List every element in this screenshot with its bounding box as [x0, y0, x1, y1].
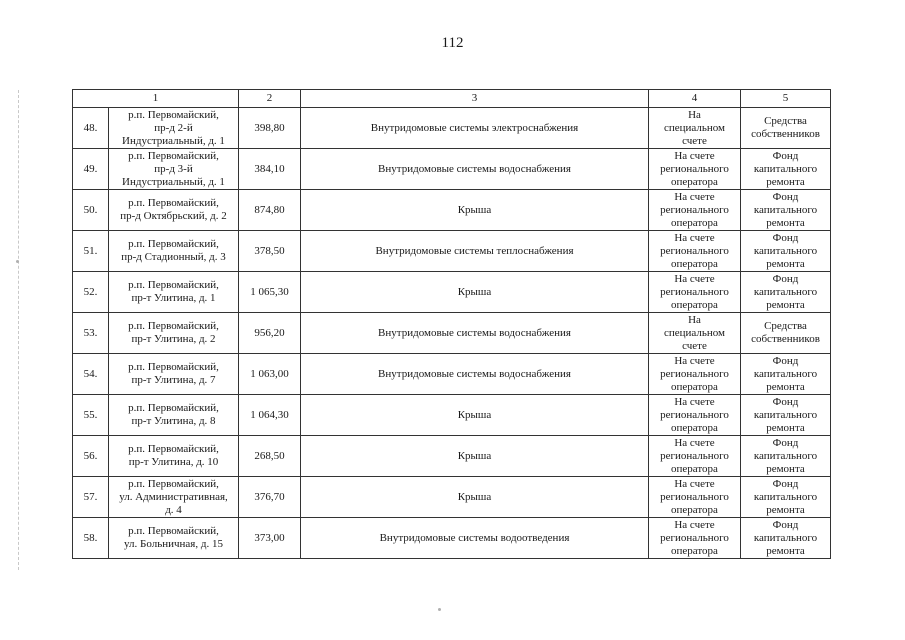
area-cell: 874,80: [239, 190, 301, 231]
table-row: [73, 477, 831, 518]
funding-line: Фонд: [772, 272, 799, 285]
address-cell: [109, 395, 239, 436]
address-cell: [109, 190, 239, 231]
scan-speck: [438, 608, 441, 611]
funding-source-cell: [741, 108, 831, 149]
address-line: пр-т Улитина, д. 10: [128, 456, 219, 468]
work-type-cell: Крыша: [301, 436, 649, 477]
scan-edge-line: [18, 90, 19, 570]
account-cell: [649, 395, 741, 436]
funding-line: капитального: [753, 408, 818, 421]
address-line: ул. Больничная, д. 15: [124, 538, 223, 550]
address-line: пр-т Улитина, д. 2: [131, 333, 216, 345]
work-type-cell: Крыша: [301, 395, 649, 436]
address-line: пр-т Улитина, д. 7: [131, 374, 216, 386]
area-cell: 268,50: [239, 436, 301, 477]
funding-source-cell: [741, 231, 831, 272]
funding-line: Фонд: [772, 149, 799, 162]
area-cell: 376,70: [239, 477, 301, 518]
funding-line: ремонта: [766, 257, 805, 270]
account-line: На счете: [674, 149, 715, 162]
address-cell: [109, 354, 239, 395]
account-line: регионального: [660, 408, 729, 421]
table-row: [73, 272, 831, 313]
row-number: 54.: [73, 354, 109, 395]
account-line: оператора: [671, 298, 718, 311]
address-line: р.п. Первомайский,: [128, 108, 219, 121]
work-type-cell: Внутридомовые системы водоотведения: [301, 518, 649, 559]
address-cell: [109, 477, 239, 518]
table-header-row: [73, 90, 831, 108]
account-cell: [649, 190, 741, 231]
row-number: 53.: [73, 313, 109, 354]
account-line: счете: [682, 134, 707, 147]
work-type-cell: Крыша: [301, 190, 649, 231]
account-line: На счете: [674, 272, 715, 285]
area-cell: 398,80: [239, 108, 301, 149]
account-line: На: [688, 313, 701, 326]
account-line: регионального: [660, 367, 729, 380]
account-line: На счете: [674, 190, 715, 203]
account-cell: [649, 108, 741, 149]
address-cell: [109, 518, 239, 559]
funding-line: капитального: [753, 203, 818, 216]
funding-line: ремонта: [766, 462, 805, 475]
header-cell-2: 2: [239, 90, 301, 108]
work-type-cell: Внутридомовые системы электроснабжения: [301, 108, 649, 149]
account-line: оператора: [671, 216, 718, 229]
funding-line: ремонта: [766, 421, 805, 434]
funding-source-cell: [741, 477, 831, 518]
account-line: специальном: [663, 121, 726, 134]
funding-line: ремонта: [766, 503, 805, 516]
address-cell: [109, 149, 239, 190]
account-line: На: [688, 108, 701, 121]
account-line: регионального: [660, 285, 729, 298]
area-cell: 384,10: [239, 149, 301, 190]
funding-line: Фонд: [772, 395, 799, 408]
address-cell: [109, 436, 239, 477]
row-number: 52.: [73, 272, 109, 313]
funding-line: собственников: [751, 128, 820, 140]
funding-line: Средства: [764, 320, 807, 332]
funding-line: капитального: [753, 531, 818, 544]
table-row: [73, 231, 831, 272]
address-cell: [109, 272, 239, 313]
account-cell: [649, 313, 741, 354]
account-line: регионального: [660, 531, 729, 544]
address-line: р.п. Первомайский,: [128, 320, 219, 332]
address-line: пр-д 3-й: [154, 162, 193, 175]
account-cell: [649, 354, 741, 395]
page-number: 112: [441, 35, 464, 51]
address-cell: [109, 108, 239, 149]
funding-line: капитального: [753, 490, 818, 503]
account-line: регионального: [660, 203, 729, 216]
account-cell: [649, 272, 741, 313]
area-cell: 1 064,30: [239, 395, 301, 436]
account-line: На счете: [674, 436, 715, 449]
funding-line: ремонта: [766, 216, 805, 229]
row-number: 58.: [73, 518, 109, 559]
address-line: пр-д Октябрьский, д. 2: [120, 210, 227, 222]
header-cell-1: 1: [73, 90, 239, 108]
table-row: [73, 436, 831, 477]
address-line: р.п. Первомайский,: [128, 149, 219, 162]
row-number: 56.: [73, 436, 109, 477]
account-line: оператора: [671, 175, 718, 188]
address-cell: [109, 313, 239, 354]
funding-source-cell: [741, 313, 831, 354]
account-line: На счете: [674, 231, 715, 244]
account-line: счете: [682, 339, 707, 352]
area-cell: 373,00: [239, 518, 301, 559]
funding-line: Фонд: [772, 231, 799, 244]
funding-line: Фонд: [772, 436, 799, 449]
account-line: оператора: [671, 462, 718, 475]
account-line: На счете: [674, 354, 715, 367]
account-line: оператора: [671, 257, 718, 270]
row-number: 49.: [73, 149, 109, 190]
funding-source-cell: [741, 149, 831, 190]
work-type-cell: Внутридомовые системы водоснабжения: [301, 354, 649, 395]
work-type-cell: Внутридомовые системы теплоснабжения: [301, 231, 649, 272]
address-line: р.п. Первомайский,: [128, 197, 219, 209]
account-cell: [649, 477, 741, 518]
funding-source-cell: [741, 272, 831, 313]
funding-source-cell: [741, 354, 831, 395]
address-line: Индустриальный, д. 1: [122, 175, 225, 188]
table-row: [73, 395, 831, 436]
address-line: р.п. Первомайский,: [128, 477, 219, 490]
funding-line: капитального: [753, 162, 818, 175]
account-line: оператора: [671, 503, 718, 516]
address-line: р.п. Первомайский,: [128, 361, 219, 373]
table-row: [73, 149, 831, 190]
area-cell: 378,50: [239, 231, 301, 272]
funding-line: собственников: [751, 333, 820, 345]
account-line: регионального: [660, 162, 729, 175]
address-cell: [109, 231, 239, 272]
account-line: специальном: [663, 326, 726, 339]
funding-source-cell: [741, 395, 831, 436]
table-row: [73, 108, 831, 149]
address-line: ул. Административная,: [119, 490, 228, 503]
area-cell: 956,20: [239, 313, 301, 354]
header-cell-3: 3: [301, 90, 649, 108]
work-type-cell: Внутридомовые системы водоснабжения: [301, 313, 649, 354]
funding-source-cell: [741, 436, 831, 477]
work-type-cell: Крыша: [301, 477, 649, 518]
header-cell-4: 4: [649, 90, 741, 108]
row-number: 51.: [73, 231, 109, 272]
row-number: 55.: [73, 395, 109, 436]
funding-line: ремонта: [766, 298, 805, 311]
funding-line: ремонта: [766, 175, 805, 188]
account-cell: [649, 149, 741, 190]
funding-source-cell: [741, 518, 831, 559]
area-cell: 1 063,00: [239, 354, 301, 395]
area-cell: 1 065,30: [239, 272, 301, 313]
funding-line: Средства: [764, 115, 807, 127]
account-line: регионального: [660, 449, 729, 462]
table-row: [73, 190, 831, 231]
row-number: 48.: [73, 108, 109, 149]
address-line: Индустриальный, д. 1: [122, 134, 225, 147]
row-number: 57.: [73, 477, 109, 518]
account-line: оператора: [671, 380, 718, 393]
account-line: регионального: [660, 490, 729, 503]
row-number: 50.: [73, 190, 109, 231]
account-cell: [649, 436, 741, 477]
address-line: пр-т Улитина, д. 1: [131, 292, 216, 304]
table-row: [73, 354, 831, 395]
funding-line: ремонта: [766, 544, 805, 557]
work-type-cell: Внутридомовые системы водоснабжения: [301, 149, 649, 190]
funding-line: Фонд: [772, 477, 799, 490]
account-line: оператора: [671, 421, 718, 434]
account-line: оператора: [671, 544, 718, 557]
account-line: регионального: [660, 244, 729, 257]
funding-line: капитального: [753, 285, 818, 298]
works-table: [72, 89, 831, 559]
account-line: На счете: [674, 477, 715, 490]
scan-speck: [16, 260, 19, 263]
funding-line: капитального: [753, 244, 818, 257]
work-type-cell: Крыша: [301, 272, 649, 313]
account-line: На счете: [674, 395, 715, 408]
address-line: р.п. Первомайский,: [128, 443, 219, 455]
funding-line: Фонд: [772, 190, 799, 203]
address-line: пр-д 2-й: [154, 121, 193, 134]
funding-line: капитального: [753, 449, 818, 462]
account-line: На счете: [674, 518, 715, 531]
funding-line: Фонд: [772, 354, 799, 367]
table-row: [73, 518, 831, 559]
funding-source-cell: [741, 190, 831, 231]
address-line: р.п. Первомайский,: [128, 525, 219, 537]
address-line: д. 4: [165, 503, 182, 516]
address-line: р.п. Первомайский,: [128, 279, 219, 291]
funding-line: Фонд: [772, 518, 799, 531]
address-line: пр-т Улитина, д. 8: [131, 415, 216, 427]
account-cell: [649, 518, 741, 559]
funding-line: ремонта: [766, 380, 805, 393]
funding-line: капитального: [753, 367, 818, 380]
address-line: р.п. Первомайский,: [128, 238, 219, 250]
account-cell: [649, 231, 741, 272]
address-line: р.п. Первомайский,: [128, 402, 219, 414]
table-row: [73, 313, 831, 354]
address-line: пр-д Стадионный, д. 3: [121, 251, 226, 263]
header-cell-5: 5: [741, 90, 831, 108]
